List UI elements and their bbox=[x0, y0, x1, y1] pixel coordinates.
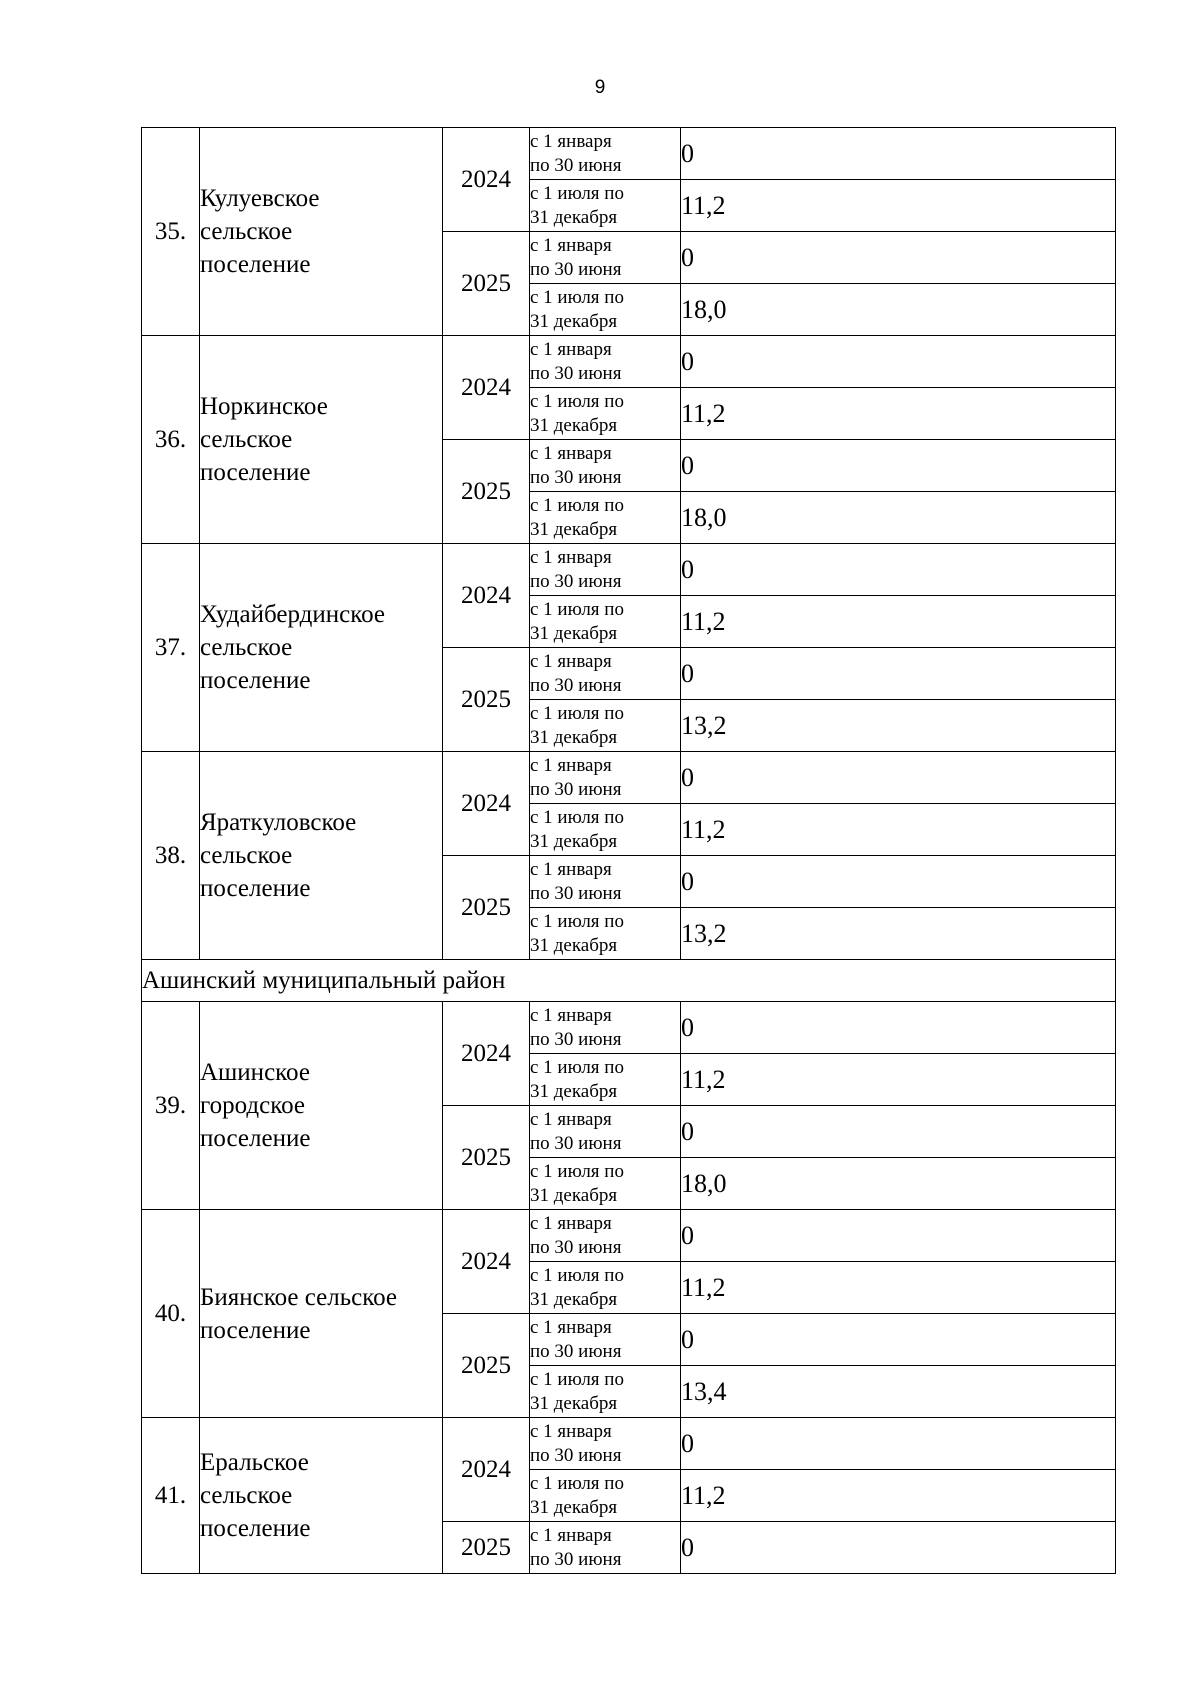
row-number: 36. bbox=[142, 336, 200, 544]
period-cell bbox=[530, 180, 681, 232]
year-cell: 2024 bbox=[443, 544, 530, 648]
period-line: с 1 января bbox=[530, 650, 612, 672]
value-cell: 18,0 bbox=[681, 1158, 1116, 1210]
period-cell bbox=[530, 1210, 681, 1262]
year-cell: 2024 bbox=[443, 128, 530, 232]
value-cell: 11,2 bbox=[681, 1054, 1116, 1106]
value-cell: 0 bbox=[681, 440, 1116, 492]
period-cell bbox=[530, 1418, 681, 1470]
settlement-name-line: Биянское сельское bbox=[200, 1283, 397, 1311]
value-cell: 0 bbox=[681, 128, 1116, 180]
value-cell: 11,2 bbox=[681, 180, 1116, 232]
period-cell bbox=[530, 856, 681, 908]
period-cell bbox=[530, 752, 681, 804]
period-line: 31 декабря bbox=[530, 518, 618, 540]
period-line: с 1 января bbox=[530, 1212, 612, 1234]
period-cell bbox=[530, 440, 681, 492]
value-cell: 0 bbox=[681, 856, 1116, 908]
period-line: с 1 января bbox=[530, 234, 612, 256]
row-number: 35. bbox=[142, 128, 200, 336]
period-line: 31 декабря bbox=[530, 830, 618, 852]
value-cell: 13,4 bbox=[681, 1366, 1116, 1418]
settlement-name-line: поселение bbox=[200, 251, 311, 278]
year-cell: 2024 bbox=[443, 1002, 530, 1106]
row-number: 39. bbox=[142, 1002, 200, 1210]
period-line: по 30 июня bbox=[530, 362, 622, 384]
table-row bbox=[142, 1418, 1116, 1470]
section-row bbox=[142, 960, 1116, 1002]
period-line: по 30 июня bbox=[530, 258, 622, 280]
period-line: с 1 июля по bbox=[530, 494, 624, 516]
value-cell: 0 bbox=[681, 232, 1116, 284]
table-row bbox=[142, 544, 1116, 596]
period-line: с 1 января bbox=[530, 1316, 612, 1338]
period-line: с 1 января bbox=[530, 1004, 612, 1026]
period-line: с 1 июля по bbox=[530, 1368, 624, 1390]
section-title: Ашинский муниципальный район bbox=[142, 960, 1116, 1002]
period-cell bbox=[530, 908, 681, 960]
period-line: с 1 июля по bbox=[530, 1472, 624, 1494]
period-line: по 30 июня bbox=[530, 1028, 622, 1050]
table-row bbox=[142, 128, 1116, 180]
row-number: 41. bbox=[142, 1418, 200, 1574]
year-cell: 2025 bbox=[443, 856, 530, 960]
period-cell bbox=[530, 1106, 681, 1158]
row-number: 37. bbox=[142, 544, 200, 752]
period-line: с 1 января bbox=[530, 1108, 612, 1130]
settlement-name bbox=[200, 1002, 443, 1210]
table-row bbox=[142, 752, 1116, 804]
period-line: 31 декабря bbox=[530, 414, 618, 436]
settlement-name-line: сельское bbox=[200, 1482, 293, 1509]
period-cell bbox=[530, 1158, 681, 1210]
period-line: с 1 января bbox=[530, 754, 612, 776]
table-row bbox=[142, 1210, 1116, 1262]
settlement-name bbox=[200, 128, 443, 336]
settlement-name-line: Ашинское bbox=[200, 1059, 310, 1086]
period-line: по 30 июня bbox=[530, 570, 622, 592]
value-cell: 0 bbox=[681, 1314, 1116, 1366]
table-row bbox=[142, 336, 1116, 388]
row-number: 38. bbox=[142, 752, 200, 960]
period-line: 31 декабря bbox=[530, 1288, 618, 1310]
year-cell: 2024 bbox=[443, 1418, 530, 1522]
value-cell: 13,2 bbox=[681, 908, 1116, 960]
year-cell: 2025 bbox=[443, 648, 530, 752]
year-cell: 2025 bbox=[443, 1522, 530, 1574]
settlement-name-line: поселение bbox=[200, 667, 311, 694]
settlement-name bbox=[200, 544, 443, 752]
period-cell bbox=[530, 544, 681, 596]
year-cell: 2025 bbox=[443, 440, 530, 544]
year-cell: 2025 bbox=[443, 1106, 530, 1210]
period-line: 31 декабря bbox=[530, 1080, 618, 1102]
period-line: 31 декабря bbox=[530, 726, 618, 748]
table-body bbox=[142, 128, 1116, 1574]
settlement-name-line: Яраткуловское bbox=[200, 809, 357, 836]
period-line: по 30 июня bbox=[530, 674, 622, 696]
period-line: по 30 июня bbox=[530, 154, 622, 176]
period-line: по 30 июня bbox=[530, 1340, 622, 1362]
period-line: 31 декабря bbox=[530, 622, 618, 644]
period-cell bbox=[530, 700, 681, 752]
period-cell bbox=[530, 648, 681, 700]
period-line: 31 декабря bbox=[530, 1392, 618, 1414]
period-line: с 1 июля по bbox=[530, 1264, 624, 1286]
value-cell: 11,2 bbox=[681, 1262, 1116, 1314]
year-cell: 2025 bbox=[443, 1314, 530, 1418]
settlement-name-line: поселение bbox=[200, 459, 311, 486]
period-line: с 1 июля по bbox=[530, 182, 624, 204]
settlement-name-line: сельское bbox=[200, 218, 293, 245]
value-cell: 0 bbox=[681, 336, 1116, 388]
period-line: 31 декабря bbox=[530, 934, 618, 956]
period-line: 31 декабря bbox=[530, 310, 618, 332]
period-line: с 1 января bbox=[530, 1420, 612, 1442]
value-cell: 11,2 bbox=[681, 804, 1116, 856]
value-cell: 0 bbox=[681, 1210, 1116, 1262]
period-cell bbox=[530, 1314, 681, 1366]
period-line: 31 декабря bbox=[530, 1496, 618, 1518]
settlement-name-line: поселение bbox=[200, 1125, 311, 1152]
period-line: 31 декабря bbox=[530, 1184, 618, 1206]
period-cell bbox=[530, 1054, 681, 1106]
period-line: с 1 января bbox=[530, 130, 612, 152]
page-number: 9 bbox=[594, 77, 606, 98]
year-cell: 2025 bbox=[443, 232, 530, 336]
period-cell bbox=[530, 1366, 681, 1418]
value-cell: 0 bbox=[681, 648, 1116, 700]
value-cell: 0 bbox=[681, 1106, 1116, 1158]
period-cell bbox=[530, 804, 681, 856]
value-cell: 0 bbox=[681, 544, 1116, 596]
period-line: с 1 января bbox=[530, 442, 612, 464]
settlement-name-line: сельское bbox=[200, 426, 293, 453]
settlement-name bbox=[200, 1418, 443, 1574]
period-cell bbox=[530, 492, 681, 544]
period-line: по 30 июня bbox=[530, 778, 622, 800]
value-cell: 0 bbox=[681, 752, 1116, 804]
period-cell bbox=[530, 232, 681, 284]
settlement-name-line: Кулуевское bbox=[200, 185, 320, 212]
value-cell: 18,0 bbox=[681, 284, 1116, 336]
value-cell: 0 bbox=[681, 1418, 1116, 1470]
period-line: с 1 июля по bbox=[530, 806, 624, 828]
period-cell bbox=[530, 1470, 681, 1522]
period-line: по 30 июня bbox=[530, 1236, 622, 1258]
tariff-table bbox=[141, 127, 1116, 1574]
settlement-name-line: Норкинское bbox=[200, 393, 328, 420]
year-cell: 2024 bbox=[443, 336, 530, 440]
settlement-name-line: Еральское bbox=[200, 1449, 309, 1476]
settlement-name-line: сельское bbox=[200, 634, 293, 661]
year-cell: 2024 bbox=[443, 1210, 530, 1314]
period-cell bbox=[530, 336, 681, 388]
value-cell: 11,2 bbox=[681, 1470, 1116, 1522]
period-line: по 30 июня bbox=[530, 1132, 622, 1154]
settlement-name bbox=[200, 336, 443, 544]
value-cell: 11,2 bbox=[681, 596, 1116, 648]
period-line: с 1 января bbox=[530, 858, 612, 880]
period-line: с 1 января bbox=[530, 338, 612, 360]
year-cell: 2024 bbox=[443, 752, 530, 856]
period-cell bbox=[530, 596, 681, 648]
period-line: с 1 июля по bbox=[530, 702, 624, 724]
value-cell: 0 bbox=[681, 1522, 1116, 1574]
settlement-name-line: Худайбердинское bbox=[200, 601, 385, 628]
settlement-name-line: городское bbox=[200, 1092, 306, 1119]
period-line: с 1 июля по bbox=[530, 1160, 624, 1182]
settlement-name bbox=[200, 1210, 443, 1418]
settlement-name-line: сельское bbox=[200, 842, 293, 869]
period-line: 31 декабря bbox=[530, 206, 618, 228]
settlement-name bbox=[200, 752, 443, 960]
period-cell bbox=[530, 128, 681, 180]
settlement-name-line: поселение bbox=[200, 1515, 311, 1542]
value-cell: 11,2 bbox=[681, 388, 1116, 440]
period-line: с 1 января bbox=[530, 546, 612, 568]
period-cell bbox=[530, 1262, 681, 1314]
period-cell bbox=[530, 1002, 681, 1054]
value-cell: 13,2 bbox=[681, 700, 1116, 752]
value-cell: 18,0 bbox=[681, 492, 1116, 544]
period-line: с 1 января bbox=[530, 1524, 612, 1546]
period-line: с 1 июля по bbox=[530, 1056, 624, 1078]
period-cell bbox=[530, 388, 681, 440]
settlement-name-line: поселение bbox=[200, 875, 311, 902]
period-line: с 1 июля по bbox=[530, 910, 624, 932]
period-line: с 1 июля по bbox=[530, 390, 624, 412]
settlement-name-line: поселение bbox=[200, 1316, 311, 1344]
period-line: с 1 июля по bbox=[530, 286, 624, 308]
period-line: с 1 июля по bbox=[530, 598, 624, 620]
row-number: 40. bbox=[142, 1210, 200, 1418]
period-line: по 30 июня bbox=[530, 466, 622, 488]
value-cell: 0 bbox=[681, 1002, 1116, 1054]
period-line: по 30 июня bbox=[530, 1548, 622, 1570]
period-line: по 30 июня bbox=[530, 1444, 622, 1466]
table-row bbox=[142, 1002, 1116, 1054]
period-cell bbox=[530, 1522, 681, 1574]
period-line: по 30 июня bbox=[530, 882, 622, 904]
period-cell bbox=[530, 284, 681, 336]
